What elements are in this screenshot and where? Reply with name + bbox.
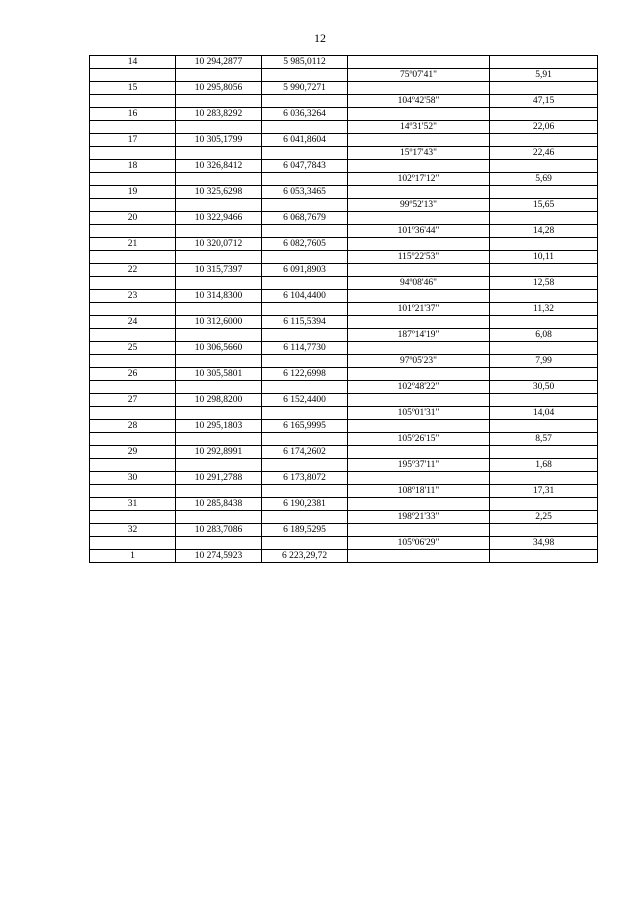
direction-angle-cell [348,446,490,459]
point-number-cell [90,147,176,160]
y-coordinate-cell [262,121,348,134]
direction-angle-cell: 105º01'31" [348,407,490,420]
y-coordinate-cell: 6 223,29,72 [262,550,348,563]
segment-row [90,511,598,524]
direction-angle-cell: 14º31'52" [348,121,490,134]
point-number-cell [90,433,176,446]
y-coordinate-cell [262,69,348,82]
length-cell: 22,06 [490,121,598,134]
x-coordinate-cell [176,251,262,264]
point-number-cell: 22 [90,264,176,277]
direction-angle-cell [348,134,490,147]
y-coordinate-cell [262,199,348,212]
y-coordinate-cell [262,381,348,394]
segment-row [90,303,598,316]
segment-row [90,95,598,108]
x-coordinate-cell: 10 298,8200 [176,394,262,407]
x-coordinate-cell [176,485,262,498]
direction-angle-cell: 108º18'11" [348,485,490,498]
segment-row [90,537,598,550]
direction-angle-cell [348,186,490,199]
direction-angle-cell: 104º42'58" [348,95,490,108]
point-number-cell: 29 [90,446,176,459]
y-coordinate-cell [262,95,348,108]
length-cell: 12,58 [490,277,598,290]
length-cell [490,238,598,251]
coordinates-table [89,55,598,563]
length-cell [490,134,598,147]
point-number-cell [90,407,176,420]
segment-row [90,147,598,160]
x-coordinate-cell: 10 285,8438 [176,498,262,511]
length-cell [490,524,598,537]
y-coordinate-cell: 6 173,8072 [262,472,348,485]
direction-angle-cell [348,420,490,433]
point-number-cell [90,329,176,342]
point-row [90,316,598,329]
x-coordinate-cell [176,381,262,394]
length-cell [490,56,598,69]
y-coordinate-cell [262,225,348,238]
point-number-cell [90,69,176,82]
segment-row [90,69,598,82]
point-number-cell: 18 [90,160,176,173]
y-coordinate-cell [262,147,348,160]
length-cell: 8,57 [490,433,598,446]
y-coordinate-cell: 6 082,7605 [262,238,348,251]
y-coordinate-cell [262,277,348,290]
length-cell [490,264,598,277]
length-cell [490,550,598,563]
point-row [90,472,598,485]
point-number-cell: 32 [90,524,176,537]
x-coordinate-cell: 10 291,2788 [176,472,262,485]
length-cell: 5,91 [490,69,598,82]
point-number-cell [90,173,176,186]
length-cell: 11,32 [490,303,598,316]
x-coordinate-cell: 10 315,7397 [176,264,262,277]
x-coordinate-cell [176,537,262,550]
y-coordinate-cell: 6 104,4400 [262,290,348,303]
x-coordinate-cell [176,511,262,524]
direction-angle-cell: 99º52'13" [348,199,490,212]
segment-row [90,199,598,212]
direction-angle-cell [348,316,490,329]
x-coordinate-cell [176,69,262,82]
y-coordinate-cell: 6 122,6998 [262,368,348,381]
direction-angle-cell: 115º22'53" [348,251,490,264]
x-coordinate-cell: 10 320,0712 [176,238,262,251]
x-coordinate-cell: 10 283,8292 [176,108,262,121]
x-coordinate-cell: 10 283,7086 [176,524,262,537]
point-number-cell: 23 [90,290,176,303]
point-row [90,498,598,511]
point-number-cell [90,121,176,134]
direction-angle-cell: 94º08'46" [348,277,490,290]
coordinates-table-body [90,56,598,563]
x-coordinate-cell: 10 312,6000 [176,316,262,329]
direction-angle-cell [348,108,490,121]
segment-row [90,407,598,420]
point-number-cell: 24 [90,316,176,329]
direction-angle-cell: 75º07'41" [348,69,490,82]
segment-row [90,121,598,134]
y-coordinate-cell: 6 036,3264 [262,108,348,121]
direction-angle-cell [348,498,490,511]
direction-angle-cell [348,238,490,251]
x-coordinate-cell [176,433,262,446]
direction-angle-cell [348,264,490,277]
point-number-cell: 27 [90,394,176,407]
length-cell [490,82,598,95]
point-number-cell: 31 [90,498,176,511]
x-coordinate-cell: 10 322,9466 [176,212,262,225]
direction-angle-cell: 187º14'19" [348,329,490,342]
y-coordinate-cell [262,355,348,368]
direction-angle-cell [348,56,490,69]
direction-angle-cell: 198º21'33" [348,511,490,524]
point-number-cell [90,511,176,524]
direction-angle-cell [348,368,490,381]
y-coordinate-cell [262,537,348,550]
x-coordinate-cell: 10 274,5923 [176,550,262,563]
x-coordinate-cell [176,303,262,316]
point-row [90,264,598,277]
length-cell [490,108,598,121]
y-coordinate-cell: 5 985,0112 [262,56,348,69]
point-row [90,238,598,251]
length-cell: 15,65 [490,199,598,212]
x-coordinate-cell [176,329,262,342]
y-coordinate-cell [262,433,348,446]
point-number-cell [90,485,176,498]
direction-angle-cell: 105º06'29" [348,537,490,550]
length-cell: 14,28 [490,225,598,238]
y-coordinate-cell [262,251,348,264]
x-coordinate-cell: 10 294,2877 [176,56,262,69]
x-coordinate-cell: 10 326,8412 [176,160,262,173]
point-number-cell: 17 [90,134,176,147]
y-coordinate-cell: 6 053,3465 [262,186,348,199]
length-cell: 30,50 [490,381,598,394]
direction-angle-cell: 102º17'12" [348,173,490,186]
x-coordinate-cell: 10 305,5801 [176,368,262,381]
point-row [90,550,598,563]
segment-row [90,251,598,264]
page-number: 12 [314,31,326,45]
length-cell [490,342,598,355]
x-coordinate-cell: 10 325,6298 [176,186,262,199]
point-number-cell [90,303,176,316]
direction-angle-cell [348,550,490,563]
x-coordinate-cell [176,225,262,238]
point-number-cell [90,277,176,290]
y-coordinate-cell: 5 990,7271 [262,82,348,95]
segment-row [90,277,598,290]
length-cell [490,368,598,381]
y-coordinate-cell: 6 068,7679 [262,212,348,225]
x-coordinate-cell: 10 295,8056 [176,82,262,95]
length-cell [490,446,598,459]
length-cell [490,420,598,433]
point-row [90,342,598,355]
length-cell: 2,25 [490,511,598,524]
segment-row [90,355,598,368]
length-cell: 7,99 [490,355,598,368]
length-cell: 47,15 [490,95,598,108]
point-number-cell: 16 [90,108,176,121]
x-coordinate-cell [176,147,262,160]
segment-row [90,381,598,394]
point-row [90,134,598,147]
length-cell [490,498,598,511]
point-row [90,160,598,173]
y-coordinate-cell: 6 091,8903 [262,264,348,277]
y-coordinate-cell [262,173,348,186]
point-number-cell: 19 [90,186,176,199]
point-number-cell: 14 [90,56,176,69]
length-cell [490,316,598,329]
point-row [90,56,598,69]
y-coordinate-cell [262,329,348,342]
length-cell [490,394,598,407]
point-row [90,108,598,121]
point-number-cell: 15 [90,82,176,95]
direction-angle-cell: 101º21'37" [348,303,490,316]
direction-angle-cell [348,290,490,303]
segment-row [90,329,598,342]
length-cell: 6,08 [490,329,598,342]
point-row [90,186,598,199]
x-coordinate-cell: 10 295,1803 [176,420,262,433]
point-number-cell [90,381,176,394]
x-coordinate-cell [176,459,262,472]
x-coordinate-cell [176,199,262,212]
y-coordinate-cell: 6 114,7730 [262,342,348,355]
point-row [90,394,598,407]
direction-angle-cell: 15º17'43" [348,147,490,160]
length-cell [490,290,598,303]
x-coordinate-cell [176,355,262,368]
y-coordinate-cell [262,459,348,472]
y-coordinate-cell: 6 174,2602 [262,446,348,459]
direction-angle-cell [348,212,490,225]
length-cell: 1,68 [490,459,598,472]
point-row [90,212,598,225]
point-number-cell [90,355,176,368]
y-coordinate-cell: 6 047,7843 [262,160,348,173]
y-coordinate-cell [262,485,348,498]
point-row [90,420,598,433]
length-cell [490,186,598,199]
point-row [90,446,598,459]
segment-row [90,173,598,186]
y-coordinate-cell: 6 165,9995 [262,420,348,433]
length-cell [490,212,598,225]
point-number-cell: 30 [90,472,176,485]
length-cell: 10,11 [490,251,598,264]
length-cell: 5,69 [490,173,598,186]
y-coordinate-cell [262,511,348,524]
x-coordinate-cell [176,277,262,290]
length-cell: 14,04 [490,407,598,420]
direction-angle-cell: 101º36'44" [348,225,490,238]
point-row [90,524,598,537]
direction-angle-cell [348,342,490,355]
length-cell [490,160,598,173]
direction-angle-cell [348,160,490,173]
direction-angle-cell [348,394,490,407]
direction-angle-cell [348,524,490,537]
point-row [90,82,598,95]
length-cell [490,472,598,485]
y-coordinate-cell: 6 041,8604 [262,134,348,147]
segment-row [90,485,598,498]
point-number-cell [90,459,176,472]
point-number-cell [90,199,176,212]
x-coordinate-cell: 10 292,8991 [176,446,262,459]
point-number-cell: 1 [90,550,176,563]
direction-angle-cell [348,472,490,485]
segment-row [90,459,598,472]
x-coordinate-cell [176,121,262,134]
y-coordinate-cell: 6 152,4400 [262,394,348,407]
x-coordinate-cell [176,407,262,420]
direction-angle-cell: 195º37'11" [348,459,490,472]
y-coordinate-cell [262,407,348,420]
point-row [90,290,598,303]
length-cell: 34,98 [490,537,598,550]
y-coordinate-cell: 6 115,5394 [262,316,348,329]
x-coordinate-cell [176,95,262,108]
x-coordinate-cell [176,173,262,186]
direction-angle-cell: 105º26'15" [348,433,490,446]
point-number-cell [90,225,176,238]
point-row [90,368,598,381]
x-coordinate-cell: 10 305,1799 [176,134,262,147]
y-coordinate-cell: 6 189,5295 [262,524,348,537]
y-coordinate-cell [262,303,348,316]
point-number-cell: 26 [90,368,176,381]
length-cell: 17,31 [490,485,598,498]
y-coordinate-cell: 6 190,2381 [262,498,348,511]
point-number-cell: 21 [90,238,176,251]
point-number-cell: 20 [90,212,176,225]
point-number-cell [90,251,176,264]
segment-row [90,433,598,446]
direction-angle-cell [348,82,490,95]
x-coordinate-cell: 10 314,8300 [176,290,262,303]
direction-angle-cell: 102º48'22" [348,381,490,394]
point-number-cell: 28 [90,420,176,433]
point-number-cell: 25 [90,342,176,355]
point-number-cell [90,537,176,550]
direction-angle-cell: 97º05'23" [348,355,490,368]
x-coordinate-cell: 10 306,5660 [176,342,262,355]
point-number-cell [90,95,176,108]
segment-row [90,225,598,238]
length-cell: 22,46 [490,147,598,160]
